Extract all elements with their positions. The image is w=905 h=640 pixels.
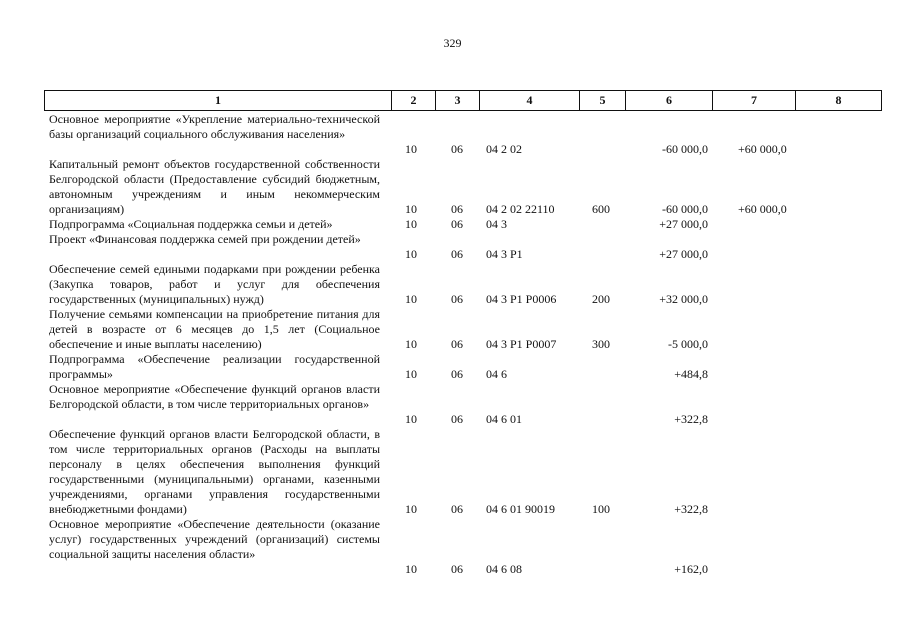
expense-type-code: 200 [592,292,610,306]
section-code: 10 [405,292,417,306]
amount-change: +484,8 [674,367,708,381]
amount-change-col7: +60 000,0 [738,142,787,156]
subsection-code: 06 [451,217,463,231]
row-description: Получение семьями компенсации на приобретение питания для детей в возрасте от 6 месяцев до 1,5 лет (Социальное обеспечение и иные выплаты населению) [49,307,380,351]
column-header: 8 [796,91,882,111]
column-header: 6 [626,91,713,111]
column-header: 5 [580,91,626,111]
target-article-code: 04 2 02 [486,142,522,156]
row-description: Обеспечение семей едиными подарками при рождении ребенка (Закупка товаров, работ и услуг для обеспечения государственных (муниципальных) нужд) [49,262,380,306]
column-header: 2 [392,91,436,111]
row-description: Проект «Финансовая поддержка семей при рождении детей» [49,232,361,246]
column-header: 1 [45,91,392,111]
row-description: Подпрограмма «Социальная поддержка семьи и детей» [49,217,333,231]
amount-change: +27 000,0 [659,247,708,261]
amount-change-col7: +60 000,0 [738,202,787,216]
amount-change: +322,8 [674,412,708,426]
target-article-code: 04 3 [486,217,507,231]
subsection-code: 06 [451,337,463,351]
subsection-code: 06 [451,502,463,516]
amount-change: +322,8 [674,502,708,516]
row-description: Подпрограмма «Обеспечение реализации государственной программы» [49,352,380,381]
page-number: 329 [443,36,462,50]
row-description: Основное мероприятие «Обеспечение деятельности (оказание услуг) государственных учреждений (организаций) системы социальной защиты населения области» [49,517,380,561]
target-article-code: 04 3 P1 [486,247,523,261]
column-header-row [45,91,882,111]
subsection-code: 06 [451,412,463,426]
row-description: Обеспечение функций органов власти Белгородской области, в том числе территориальных органов (Расходы на выплаты персоналу в целях обеспечения выполнения функций государственными (муниципальными) органами, казенными учреждениями, органами управления государственными внебюджетными фондами) [49,427,380,516]
target-article-code: 04 2 02 22110 [486,202,555,216]
expense-type-code: 300 [592,337,610,351]
section-code: 10 [405,217,417,231]
target-article-code: 04 6 [486,367,507,381]
amount-change: -60 000,0 [662,202,708,216]
row-description: Основное мероприятие «Укрепление материально-технической базы организаций социального обслуживания населения» [49,112,380,141]
column-header: 4 [480,91,580,111]
column-header: 3 [436,91,480,111]
amount-change: +162,0 [674,562,708,576]
target-article-code: 04 6 01 [486,412,522,426]
amount-change: -60 000,0 [662,142,708,156]
amount-change: -5 000,0 [668,337,708,351]
section-code: 10 [405,367,417,381]
column-header: 7 [713,91,796,111]
section-code: 10 [405,202,417,216]
row-description: Основное мероприятие «Обеспечение функций органов власти Белгородской области, в том числе территориальных органов» [49,382,380,411]
section-code: 10 [405,562,417,576]
target-article-code: 04 6 01 90019 [486,502,555,516]
section-code: 10 [405,412,417,426]
target-article-code: 04 3 P1 P0006 [486,292,557,306]
amount-change: +32 000,0 [659,292,708,306]
subsection-code: 06 [451,247,463,261]
target-article-code: 04 3 P1 P0007 [486,337,557,351]
column-header-table [44,90,882,111]
subsection-code: 06 [451,562,463,576]
section-code: 10 [405,502,417,516]
row-description: Капитальный ремонт объектов государственной собственности Белгородской области (Предоставление субсидий бюджетным, автономным учреждениям и иным некоммерческим организациям) [49,157,380,216]
subsection-code: 06 [451,142,463,156]
target-article-code: 04 6 08 [486,562,522,576]
section-code: 10 [405,142,417,156]
section-code: 10 [405,247,417,261]
subsection-code: 06 [451,202,463,216]
subsection-code: 06 [451,367,463,381]
section-code: 10 [405,337,417,351]
subsection-code: 06 [451,292,463,306]
amount-change: +27 000,0 [659,217,708,231]
expense-type-code: 100 [592,502,610,516]
expense-type-code: 600 [592,202,610,216]
